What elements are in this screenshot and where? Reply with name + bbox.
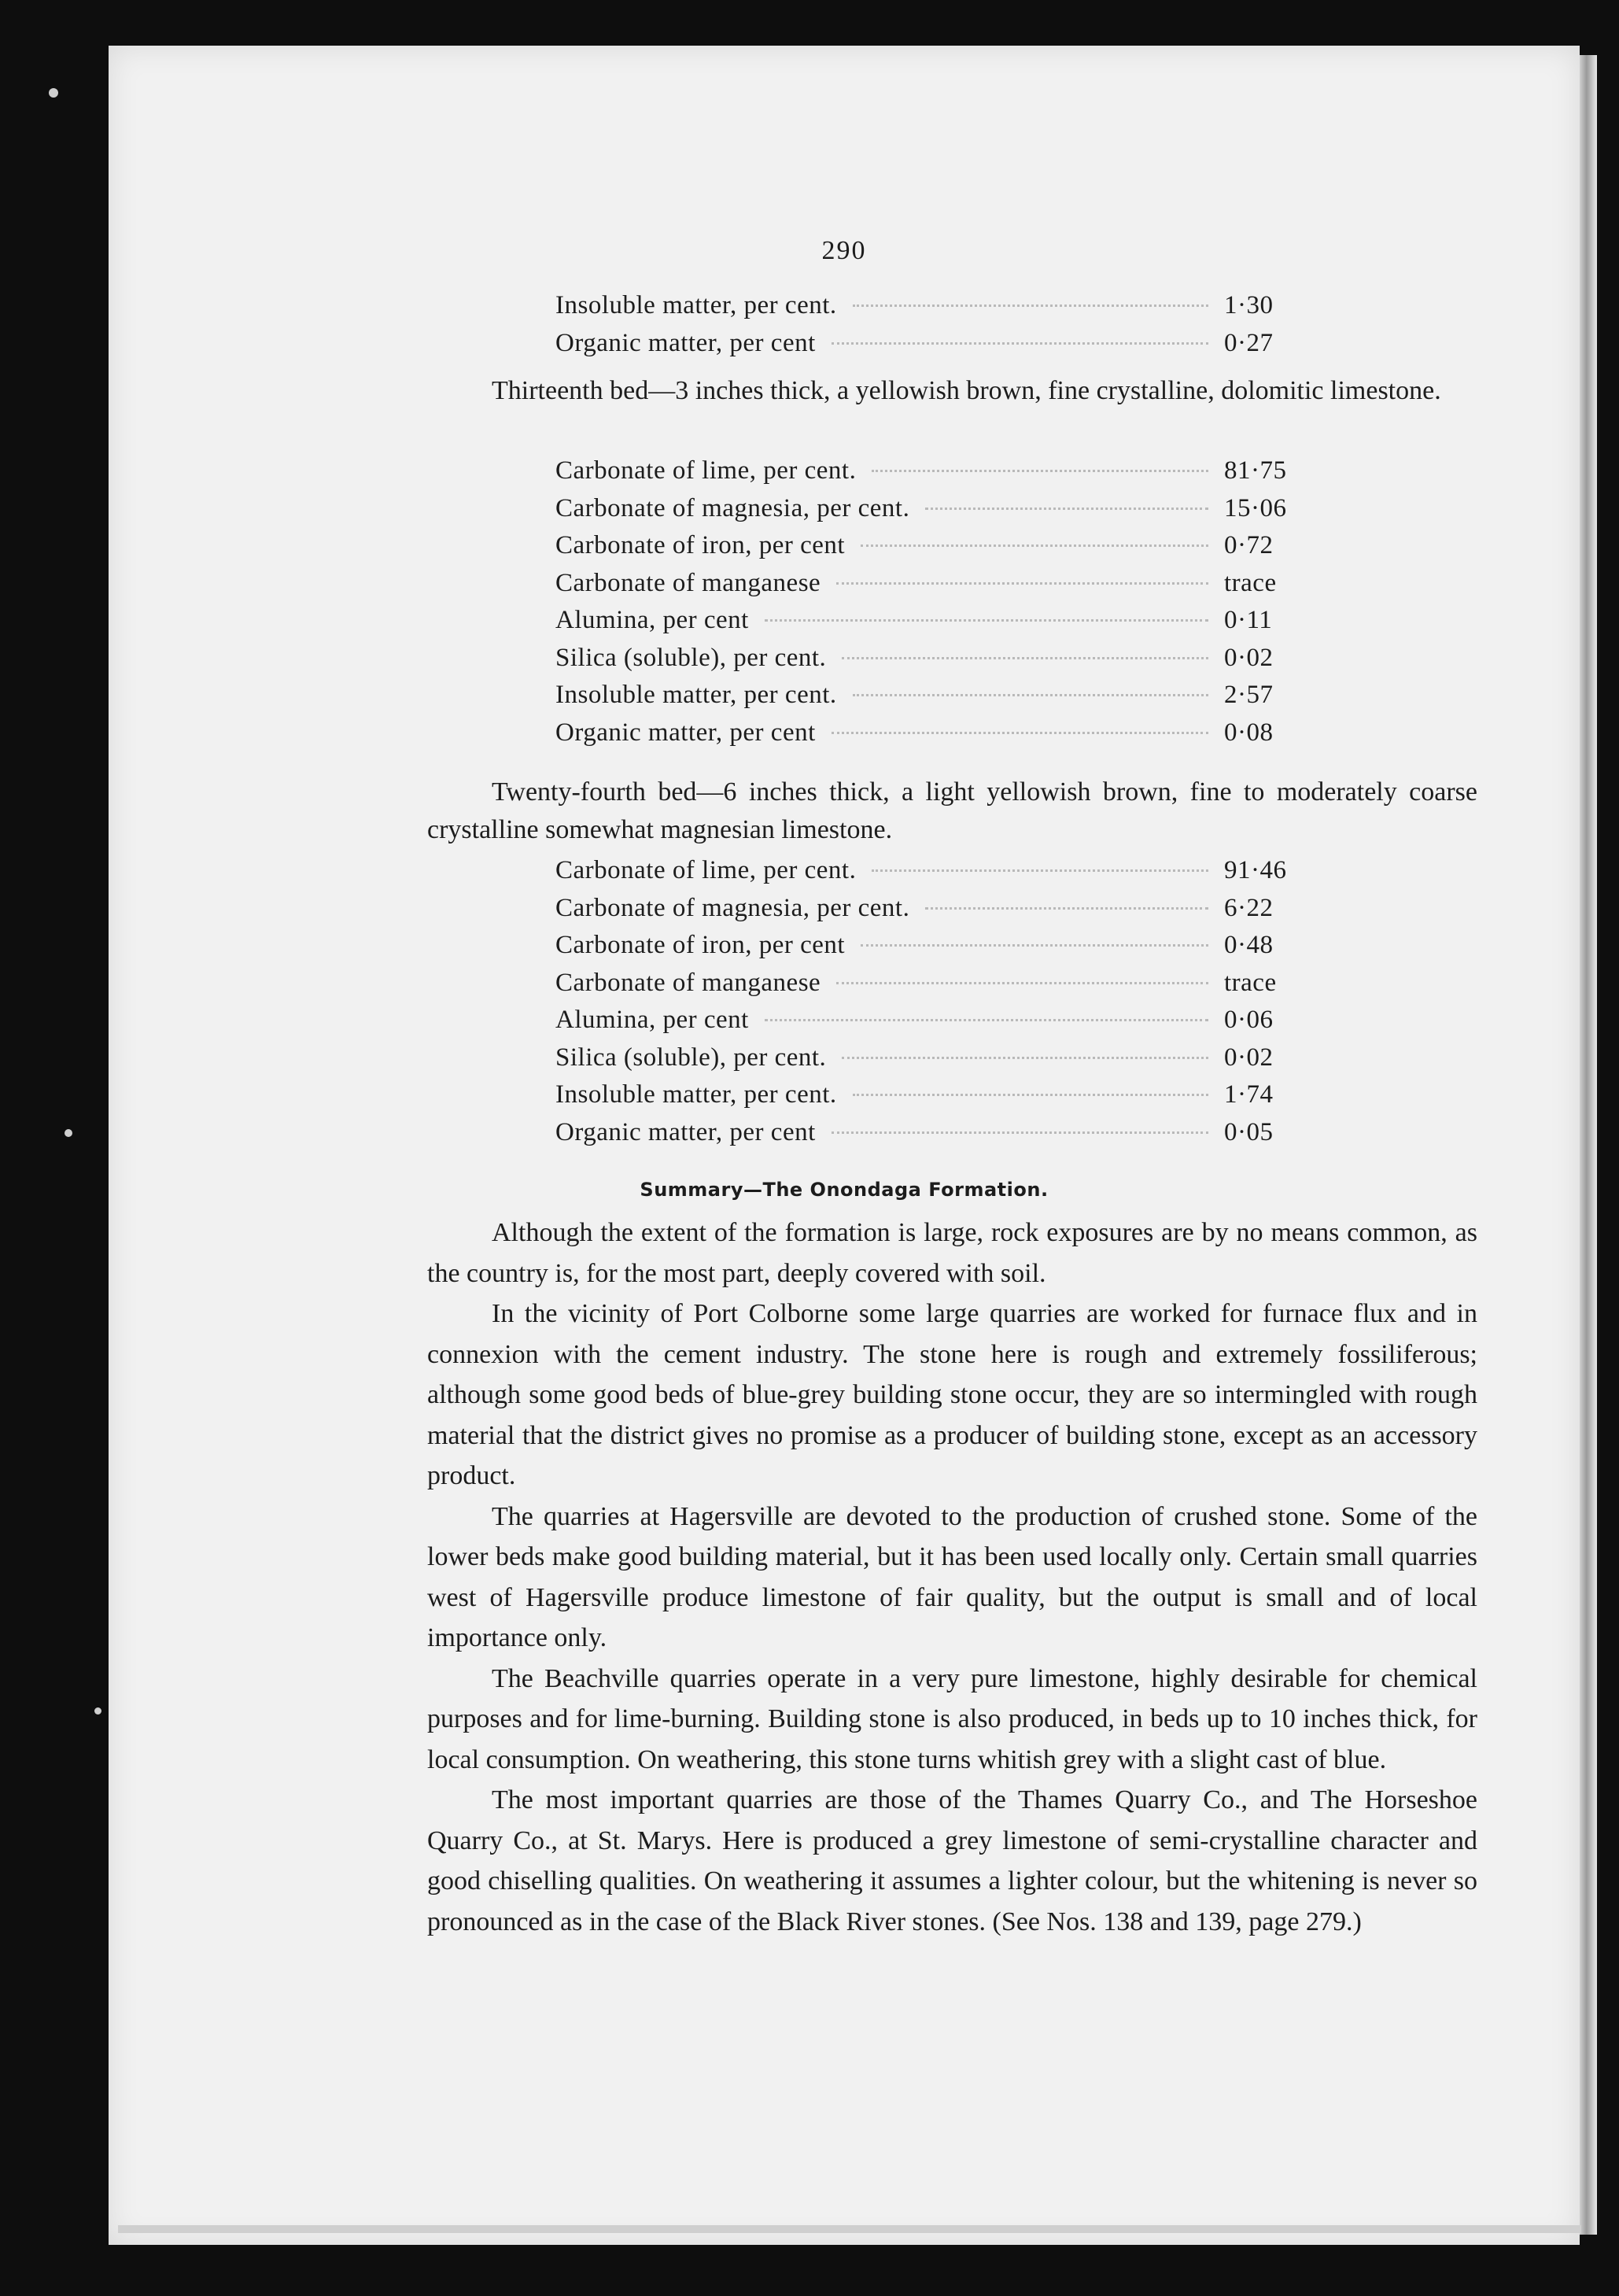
- analysis-label: Carbonate of lime, per cent.: [555, 856, 857, 884]
- thirteenth-bed-description: Thirteenth bed—3 inches thick, a yellowish brown, fine crystalline, dolomitic limestone.: [492, 376, 1441, 405]
- analysis-label: Organic matter, per cent: [555, 328, 816, 357]
- analysis-value: 6·22: [1224, 893, 1274, 922]
- analysis-value: 91·46: [1224, 856, 1287, 884]
- leader-dots: [872, 470, 1208, 472]
- analysis-label: Carbonate of manganese: [555, 968, 821, 997]
- leader-dots: [842, 657, 1208, 659]
- analysis-row: [555, 291, 1311, 329]
- analysis-label: Insoluble matter, per cent.: [555, 1080, 837, 1109]
- leader-dots: [832, 1131, 1208, 1134]
- summary-paragraph: The quarries at Hagersville are devoted to the production of crushed stone. Some of the lower beds make good building material, but it has been used locally only. Certain small quarries west of Hagersville produce limestone of fair quality, but the output is small and of local importance only.: [427, 1501, 1477, 1652]
- analysis-row: [555, 856, 1311, 894]
- analysis-value: 0·27: [1224, 328, 1274, 357]
- analysis-row: [555, 606, 1311, 644]
- analysis-value: 2·57: [1224, 681, 1274, 709]
- leader-dots: [925, 907, 1208, 910]
- scan-speck: [65, 1129, 72, 1137]
- leader-dots: [861, 544, 1208, 547]
- leader-dots: [765, 1019, 1208, 1021]
- analysis-value: 1·74: [1224, 1080, 1274, 1109]
- analysis-label: Carbonate of manganese: [555, 568, 821, 597]
- analysis-label: Carbonate of magnesia, per cent.: [555, 493, 910, 522]
- analysis-row: [555, 894, 1311, 932]
- analysis-value: 0·02: [1224, 1043, 1274, 1072]
- analysis-label: Insoluble matter, per cent.: [555, 681, 837, 709]
- summary-text: [427, 1213, 1477, 1942]
- twenty-fourth-bed-description: Twenty-fourth bed—6 inches thick, a light yellowish brown, fine to moderately coarse crystalline somewhat magnesian limestone.: [427, 777, 1477, 844]
- analysis-value: trace: [1224, 568, 1277, 597]
- leader-dots: [853, 1094, 1208, 1096]
- summary-paragraph: Although the extent of the formation is large, rock exposures are by no means common, as the country is, for the most part, deeply covered with soil.: [427, 1218, 1477, 1288]
- analysis-label: Carbonate of lime, per cent.: [555, 456, 857, 485]
- analysis-row: [555, 644, 1311, 681]
- summary-paragraph: In the vicinity of Port Colborne some large quarries are worked for furnace flux and in connexion with the cement industry. The stone here is rough and extremely fossiliferous; although some good beds of blue-grey building stone occur, they are so intermingled with rough material that the district gives no promise as a producer of building stone, except as an accessory product.: [427, 1299, 1477, 1490]
- analysis-row: [555, 569, 1311, 607]
- leader-dots: [832, 342, 1208, 345]
- leader-dots: [836, 582, 1208, 585]
- page-number: 290: [821, 236, 867, 265]
- analysis-label: Alumina, per cent: [555, 1006, 749, 1034]
- section-heading: Summary—The Onondaga Formation.: [640, 1179, 1049, 1201]
- analysis-value: 0·11: [1224, 606, 1273, 634]
- analysis-row: [555, 329, 1311, 367]
- scan-speck: [94, 1707, 101, 1715]
- leader-dots: [836, 982, 1208, 984]
- analysis-label: Organic matter, per cent: [555, 718, 816, 747]
- analysis-label: Insoluble matter, per cent.: [555, 291, 837, 319]
- analysis-value: 0·08: [1224, 718, 1274, 747]
- leader-dots: [872, 869, 1208, 872]
- analysis-value: 15·06: [1224, 493, 1287, 522]
- leader-dots: [853, 694, 1208, 696]
- analysis-label: Alumina, per cent: [555, 606, 749, 634]
- thirteenth-bed-analysis-table: [555, 456, 1311, 755]
- analysis-row: [555, 494, 1311, 532]
- leader-dots: [925, 508, 1208, 510]
- analysis-row: [555, 531, 1311, 569]
- book-page: [109, 46, 1580, 2245]
- analysis-row: [555, 969, 1311, 1006]
- analysis-value: 81·75: [1224, 456, 1287, 485]
- analysis-value: 0·48: [1224, 931, 1274, 959]
- analysis-row: [555, 1043, 1311, 1081]
- leader-dots: [861, 944, 1208, 947]
- twenty-fourth-bed-analysis-table: [555, 856, 1311, 1155]
- analysis-row: [555, 718, 1311, 756]
- analysis-label: Organic matter, per cent: [555, 1117, 816, 1146]
- analysis-value: 0·05: [1224, 1117, 1274, 1146]
- analysis-label: Carbonate of iron, per cent: [555, 931, 846, 959]
- leader-dots: [765, 619, 1208, 622]
- analysis-value: 0·06: [1224, 1006, 1274, 1034]
- page-bottom-strip: [118, 2225, 1581, 2233]
- analysis-row: [555, 1080, 1311, 1118]
- analysis-value: trace: [1224, 968, 1277, 997]
- analysis-row: [555, 1006, 1311, 1043]
- adjacent-page-edge: [1580, 55, 1597, 2235]
- analysis-row: [555, 1118, 1311, 1156]
- analysis-value: 1·30: [1224, 291, 1274, 319]
- analysis-label: Silica (soluble), per cent.: [555, 643, 827, 672]
- continued-analysis-table: [555, 291, 1311, 366]
- analysis-row: [555, 681, 1311, 718]
- leader-dots: [853, 305, 1208, 307]
- analysis-value: 0·02: [1224, 643, 1274, 672]
- summary-paragraph: The Beachville quarries operate in a very pure limestone, highly desirable for chemical purposes and for lime-burning. Building stone is also produced, in beds up to 10 inches thick, for local consumption. On weathering, this stone turns whitish grey with a slight cast of blue.: [427, 1663, 1477, 1774]
- scan-speck: [49, 88, 58, 98]
- analysis-row: [555, 931, 1311, 969]
- analysis-label: Silica (soluble), per cent.: [555, 1043, 827, 1072]
- leader-dots: [842, 1057, 1208, 1059]
- analysis-row: [555, 456, 1311, 494]
- analysis-label: Carbonate of iron, per cent: [555, 531, 846, 559]
- analysis-value: 0·72: [1224, 531, 1274, 559]
- summary-paragraph: The most important quarries are those of the Thames Quarry Co., and The Horseshoe Quarry Co., at St. Marys. Here is produced a grey limestone of semi-crystalline character and good chiselling qualities. On weathering it assumes a lighter colour, but the whitening is never so pronounced as in the case of the Black River stones. (See Nos. 138 and 139, page 279.): [427, 1785, 1477, 1936]
- analysis-label: Carbonate of magnesia, per cent.: [555, 893, 910, 922]
- leader-dots: [832, 732, 1208, 734]
